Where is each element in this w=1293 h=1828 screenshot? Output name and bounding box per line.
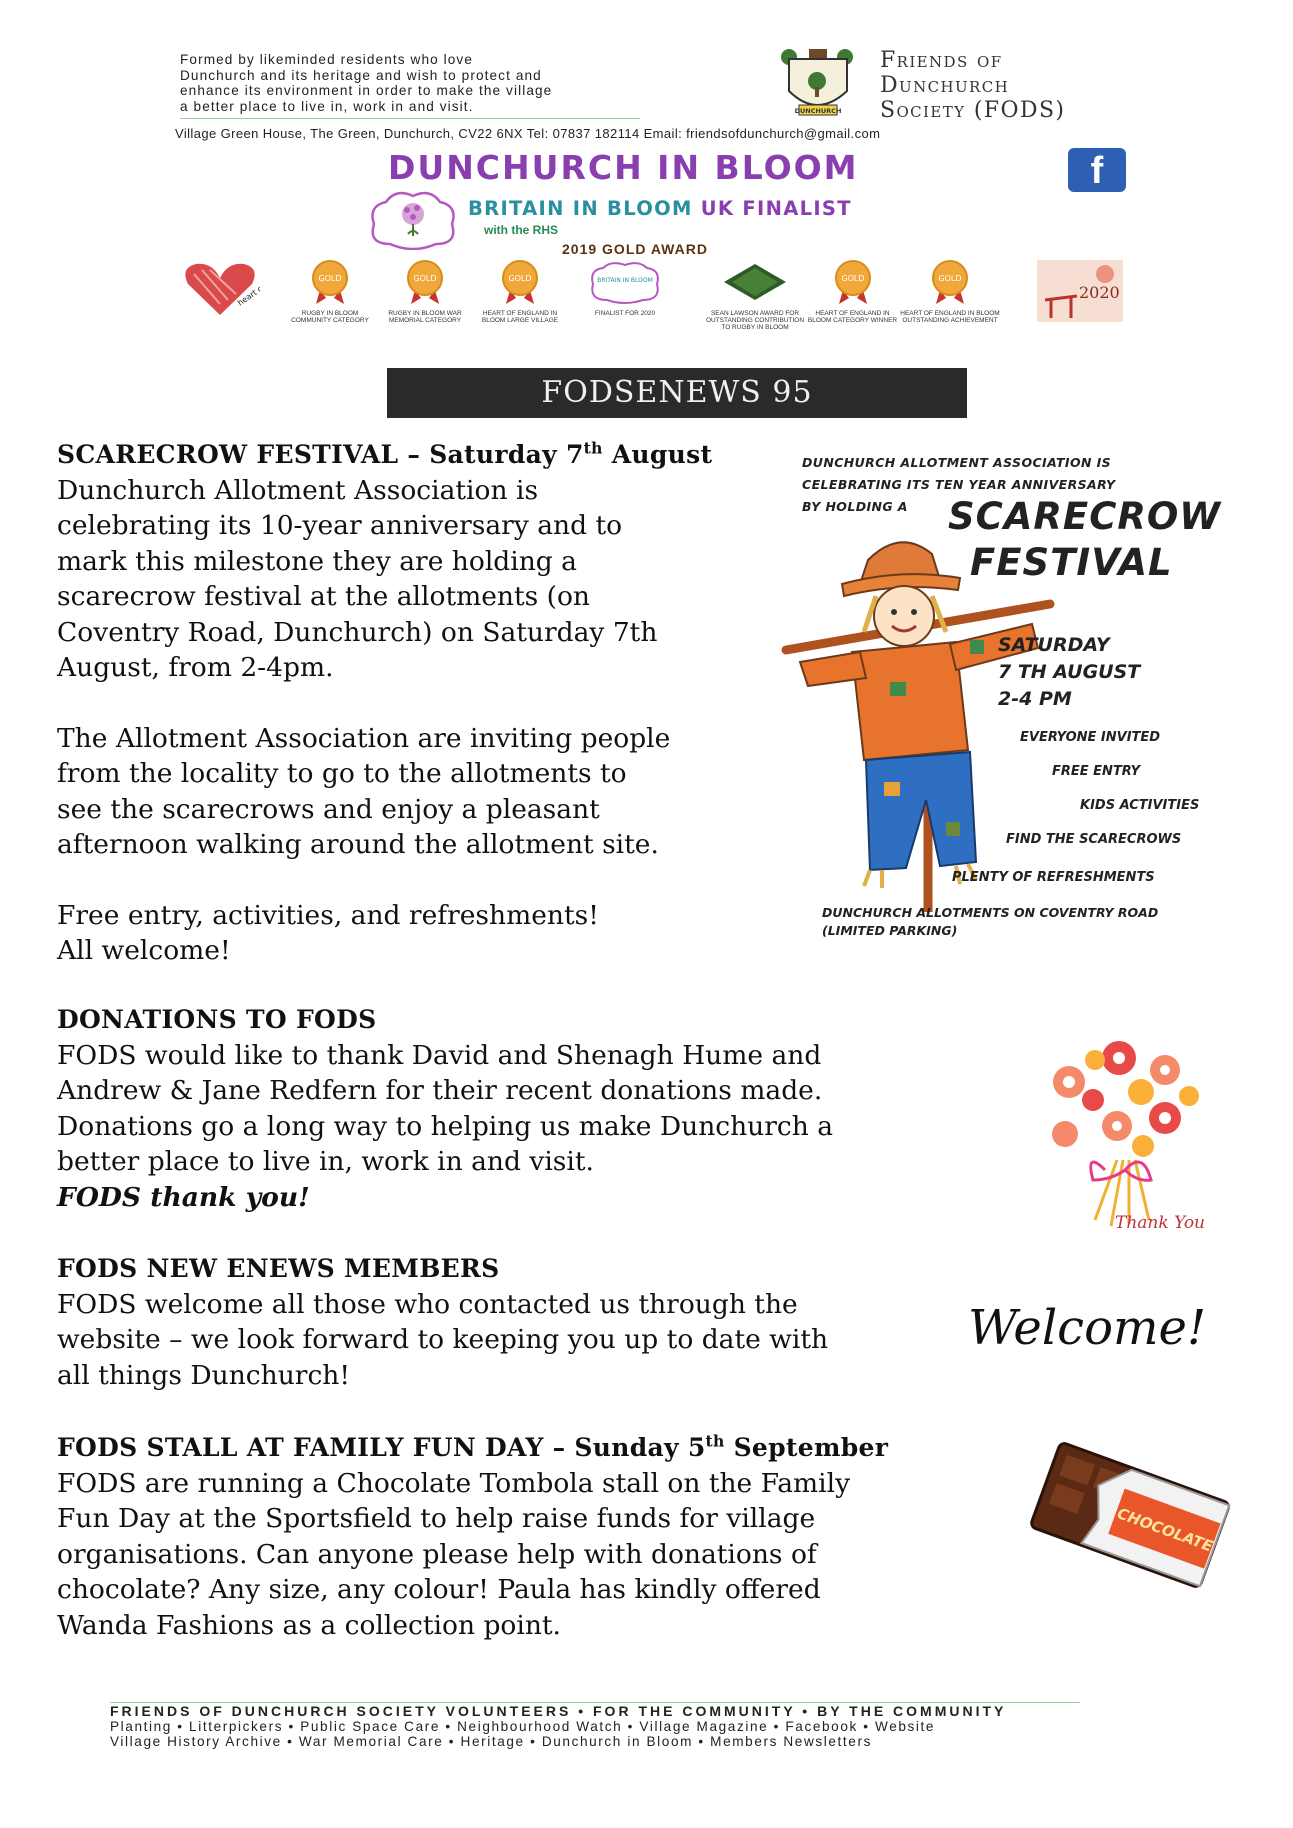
poster-footer — [822, 904, 1158, 940]
contact-address: Village Green House, The Green, Dunchurch, CV22 6NX Tel: 07837 182114 Email: friendsofdunchurch@gmail.com — [175, 126, 881, 141]
heading-sup: th — [583, 438, 603, 458]
britain-in-bloom-line — [468, 197, 852, 220]
medal-text: GOLD — [318, 274, 342, 283]
poster-footer-line: (LIMITED PARKING) — [822, 923, 958, 938]
body-line: all things Dunchurch! — [57, 1359, 351, 1391]
award-caption: FINALIST FOR 2020 — [594, 310, 656, 317]
heading-text: SCARECROW FESTIVAL – Saturday 7 — [57, 440, 584, 469]
flower-bouquet-illustration — [1025, 1030, 1215, 1240]
heart-icon — [180, 260, 260, 320]
welcome-text: Welcome! — [968, 1300, 1207, 1356]
award-caption: HEART OF ENGLAND IN BLOOM LARGE VILLAGE — [481, 310, 559, 324]
gold-medal-icon — [403, 260, 447, 304]
mission-statement — [180, 52, 640, 119]
award-gold — [475, 260, 565, 324]
body-line: from the locality to go to the allotments to — [57, 758, 627, 789]
chocolate-label: CHOCOLATE — [1114, 1504, 1216, 1556]
article-family-fun-day — [57, 1430, 977, 1643]
body-line: The Allotment Association are inviting people — [57, 722, 671, 754]
poster-intro-line: BY HOLDING A — [802, 499, 908, 514]
body-line: Free entry, activities, and refreshments! — [57, 899, 599, 931]
body-line: All welcome! — [57, 935, 231, 966]
awards-row — [180, 260, 1130, 335]
award-caption: HEART OF ENGLAND IN BLOOM OUTSTANDING ACHIEVEMENT — [900, 310, 1000, 324]
heading-text-end: August — [602, 440, 713, 469]
body-line: organisations. Can anyone please help with donations of — [57, 1538, 817, 1570]
medal-text: GOLD — [413, 274, 437, 283]
article-heading: DONATIONS TO FODS — [57, 1005, 377, 1034]
award-caption: RUGBY IN BLOOM WAR MEMORIAL CATEGORY — [388, 310, 462, 324]
award-caption: RUGBY IN BLOOM COMMUNITY CATEGORY — [291, 310, 369, 324]
award-gold — [380, 260, 470, 324]
body-line: Wanda Fashions as a collection point. — [57, 1609, 561, 1641]
crest-label: DUNCHURCH — [794, 107, 842, 115]
society-name-line: Dunchurch — [880, 73, 1010, 98]
britain-in-bloom-logo — [366, 188, 460, 250]
poster-date-line: 2-4 PM — [998, 688, 1072, 710]
society-name-line: Society (FODS) — [880, 98, 1066, 123]
poster-title-line: SCARECROW — [948, 495, 1222, 538]
heading-text-end: September — [724, 1433, 889, 1462]
poster-item: FIND THE SCARECROWS — [1006, 832, 1182, 847]
poster-item: PLENTY OF REFRESHMENTS — [952, 870, 1155, 885]
medal-text: GOLD — [840, 274, 865, 283]
award-bib-finalist — [575, 260, 675, 317]
poster-intro-line: CELEBRATING ITS TEN YEAR ANNIVERSARY — [802, 477, 1116, 492]
bib-rhs: with the RHS — [484, 223, 558, 237]
body-line: scarecrow festival at the allotments (on — [57, 581, 591, 612]
gold-medal-icon — [831, 260, 875, 304]
mission-line: enhance its environment in order to make the village — [180, 83, 553, 98]
article-scarecrow — [57, 437, 757, 969]
bib-text: BRITAIN IN BLOOM — [468, 197, 693, 220]
body-line: Andrew & Jane Redfern for their recent donations made. — [57, 1075, 823, 1106]
society-name — [880, 48, 1065, 123]
in-bloom-title: DUNCHURCH IN BLOOM — [388, 148, 859, 187]
society-crest-logo — [775, 47, 860, 119]
article-heading — [57, 437, 757, 473]
bouquet-caption: Thank You — [1115, 1213, 1206, 1233]
body-line: better place to live in, work in and visit. — [57, 1146, 594, 1177]
body-line: Donations go a long way to helping us make Dunchurch a — [57, 1110, 834, 1142]
bib-uk-finalist: UK FINALIST — [700, 197, 852, 220]
award-caption: HEART OF ENGLAND IN BLOOM CATEGORY WINNER — [807, 310, 898, 324]
body-line: FODS would like to thank David and Shenagh Hume and — [57, 1039, 822, 1071]
newsletter-banner: FODSENEWS 95 — [387, 368, 967, 418]
gold-medal-icon — [498, 260, 542, 304]
footer-line: Village History Archive • War Memorial Care • Heritage • Dunchurch in Bloom • Members Newsletters — [110, 1734, 872, 1749]
poster-date-line: 7 TH AUGUST — [998, 661, 1141, 683]
article-donations — [57, 1002, 927, 1215]
body-line: FODS are running a Chocolate Tombola stall on the Family — [57, 1467, 851, 1499]
scarecrow-poster — [780, 452, 1240, 952]
medal-text: GOLD — [938, 274, 962, 283]
gold-medal-icon — [308, 260, 352, 304]
britain-in-bloom-badge-icon — [587, 260, 663, 304]
poster-footer-line: DUNCHURCH ALLOTMENTS ON COVENTRY ROAD — [822, 905, 1159, 920]
award-caption: SEAN LAWSON AWARD FOR OUTSTANDING CONTRIBUTION TO RUGBY IN BLOOM — [705, 310, 805, 331]
award-gold — [285, 260, 375, 324]
volunteers-footer — [110, 1702, 1080, 1749]
award-2020 — [1035, 260, 1125, 326]
gold-medal-icon — [928, 260, 972, 304]
body-line: August, from 2-4pm. — [57, 652, 334, 683]
body-line: celebrating its 10-year anniversary and to — [57, 510, 623, 541]
award-gold — [805, 260, 900, 324]
society-name-line: Friends of — [880, 48, 1003, 73]
article-heading: FODS NEW ENEWS MEMBERS — [57, 1254, 500, 1283]
poster-date-line: SATURDAY — [998, 634, 1110, 656]
poster-item: FREE ENTRY — [1052, 764, 1141, 779]
body-line: Coventry Road, Dunchurch) on Saturday 7th — [57, 616, 658, 648]
award-sean-lawson — [705, 260, 805, 331]
facebook-icon[interactable]: f — [1068, 148, 1126, 192]
medal-text: GOLD — [508, 274, 532, 283]
body-line: chocolate? Any size, any colour! Paula has kindly offered — [57, 1574, 821, 1605]
body-line: afternoon walking around the allotment site. — [57, 829, 659, 860]
chocolate-bar-illustration — [1020, 1440, 1240, 1590]
leaf-icon — [720, 260, 790, 304]
thank-you-line: FODS thank you! — [57, 1181, 310, 1213]
year-2020-badge-icon — [1037, 260, 1123, 322]
mission-line: Formed by likeminded residents who love — [180, 52, 473, 67]
article-new-members — [57, 1251, 927, 1393]
award-heart-of-england — [180, 260, 260, 324]
heading-sup: th — [705, 1431, 725, 1451]
poster-title-line: FESTIVAL — [970, 541, 1173, 584]
scarecrow-illustration — [780, 532, 1060, 912]
heading-text: FODS STALL AT FAMILY FUN DAY – Sunday 5 — [57, 1433, 706, 1462]
poster-intro-line: DUNCHURCH ALLOTMENT ASSOCIATION IS — [802, 455, 1112, 470]
footer-line: FRIENDS OF DUNCHURCH SOCIETY VOLUNTEERS • FOR THE COMMUNITY • BY THE COMMUNITY — [110, 1702, 1080, 1719]
poster-item: KIDS ACTIVITIES — [1080, 798, 1200, 813]
mission-line: Dunchurch and its heritage and wish to protect and — [180, 67, 542, 83]
award-gold — [900, 260, 1000, 324]
body-line: see the scarecrows and enjoy a pleasant — [57, 793, 600, 825]
article-heading — [57, 1430, 977, 1466]
body-line: mark this milestone they are holding a — [57, 545, 577, 577]
gold-award: 2019 GOLD AWARD — [562, 241, 708, 257]
award-logo-text: heart of — [235, 282, 260, 308]
body-line: Fun Day at the Sportsfield to help raise funds for village — [57, 1503, 816, 1534]
mission-line: a better place to live in, work in and visit. — [180, 98, 474, 114]
body-line: Dunchurch Allotment Association is — [57, 474, 539, 506]
body-line: website – we look forward to keeping you up to date with — [57, 1324, 829, 1355]
poster-item: EVERYONE INVITED — [1020, 730, 1161, 745]
body-line: FODS welcome all those who contacted us through the — [57, 1288, 798, 1320]
badge-text: BRITAIN IN BLOOM — [597, 277, 653, 284]
footer-line: Planting • Litterpickers • Public Space Care • Neighbourhood Watch • Village Magazine • Facebook • Website — [110, 1719, 936, 1734]
badge-year: 2020 — [1079, 283, 1120, 302]
poster-date — [998, 632, 1140, 713]
